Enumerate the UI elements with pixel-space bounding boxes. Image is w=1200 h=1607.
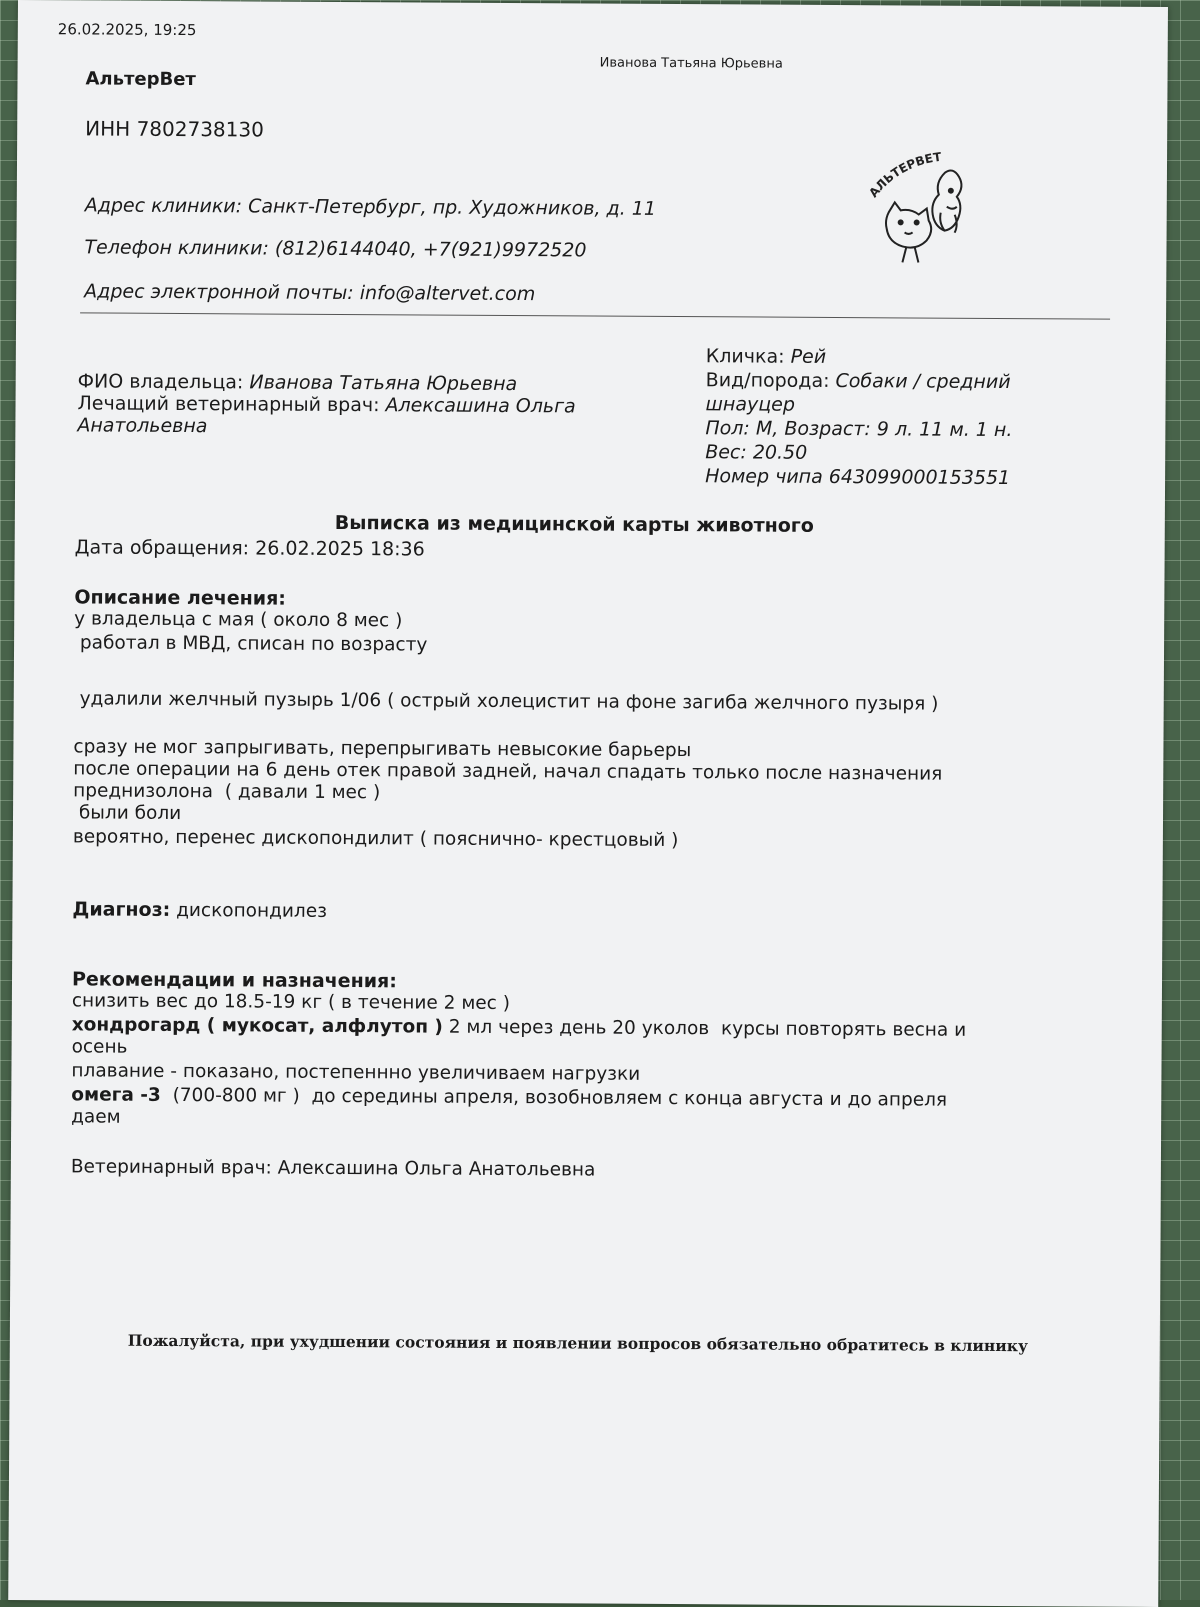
clinic-logo-text: АЛЬТЕРВЕТ [866,150,943,201]
clinic-logo [866,150,987,276]
treatment-heading: Описание лечения: [74,586,287,610]
treatment-line: вероятно, перенес дископондилит ( пояснично- крестцовый ) [72,826,679,852]
pet-breed-row [705,368,1065,418]
clinic-address-value: Санкт-Петербург, пр. Художников, д. 11 [248,195,657,220]
document-page [8,0,1168,1607]
pet-age-label: Возраст: [784,417,871,441]
pet-info [705,344,1066,490]
recommendation-line: даем [71,1106,121,1128]
pet-weight-label: Вес: [705,441,747,464]
pet-name-value: Рей [790,345,827,368]
treatment-line: сразу не мог запрыгивать, перепрыгивать невысокие барьеры [73,736,692,762]
pet-breed-label: Вид/порода: [705,369,830,392]
signature-value: Алексашина Ольга Анатольевна [277,1157,596,1181]
clinic-phone [84,236,586,261]
pet-chip-row [705,464,1065,490]
document-title: Выписка из медицинской карты животного [334,511,814,537]
pet-weight-value: 20.50 [752,441,808,464]
recommendation-line: снизить вес до 18.5-19 кг ( в течение 2 мес ) [71,990,511,1015]
supplement-dosage: (700-800 мг ) до середины апреля, возобновляем с конца августа и до апреля [160,1084,948,1111]
recommendation-line [72,1014,967,1041]
treatment-line: у владельца с мая ( около 8 мес ) [74,608,403,632]
doctor-label: Лечащий ветеринарный врач: [77,392,380,417]
recommendations-heading: Рекомендации и назначения: [71,968,397,993]
supplement-name: омега -3 [71,1084,161,1106]
treatment-line: работал в МВД, списан по возрасту [74,632,428,656]
recommendation-line: осень [71,1036,128,1058]
header-divider [80,312,1110,319]
medication-dosage: 2 мл через день 20 уколов курсы повторять весна и [442,1016,967,1041]
treatment-line: преднизолона ( давали 1 мес ) [73,780,381,804]
diagnosis-heading: Диагноз: [72,898,171,921]
pet-breed-value: Собаки / средний шнауцер [705,370,1011,416]
clinic-phone-label: Телефон клиники: [84,236,269,260]
clinic-inn: ИНН 7802738130 [85,116,264,142]
diagnosis-value: дископондилез [176,899,328,922]
owner-label: ФИО владельца: [77,370,244,394]
doctor-value: Алексашина Ольга Анатольевна [77,394,576,438]
signature-label: Ветеринарный врач: [70,1156,272,1179]
clinic-name: АльтерВет [85,68,196,91]
treatment-line: удалили желчный пузырь 1/06 ( острый холецистит на фоне загиба желчного пузыря ) [73,688,939,715]
clinic-email [84,280,535,305]
dog-logo-icon [932,170,961,232]
recommendation-line [71,1084,947,1111]
medication-name: хондрогард ( мукосат, алфлутоп ) [71,1014,443,1038]
doctor-row [77,392,637,439]
clinic-address [85,194,656,219]
clinic-address-label: Адрес клиники: [84,194,243,218]
clinic-email-label: Адрес электронной почты: [84,280,354,305]
pet-weight-row [705,440,1065,466]
treatment-line: были боли [72,802,182,825]
visit-date-value: 26.02.2025 18:36 [255,537,425,561]
recommendation-line: плавание - показано, постепенннo увеличиваем нагрузки [71,1060,641,1085]
pet-chip-label: Номер чипа [705,465,823,488]
owner-value: Иванова Татьяна Юрьевна [249,371,518,396]
pet-sex-age-row: Пол: М, Возраст: 9 л. 11 м. 1 н. [705,417,1013,442]
pet-name-label: Кличка: [705,345,785,368]
print-timestamp: 26.02.2025, 19:25 [57,20,197,40]
pet-sex-label: Пол: [705,417,750,440]
clinic-phone-value: (812)6144040, +7(921)9972520 [274,237,587,262]
visit-date-label: Дата обращения: [74,536,250,560]
pet-sex-value: М [755,417,773,440]
print-user-name: Иванова Татьяна Юрьевна [599,55,783,72]
clinic-email-value: info@altervet.com [359,282,536,306]
visit-date [75,536,425,560]
cat-logo-icon [886,202,932,262]
pet-age-value: 9 л. 11 м. 1 н. [876,418,1013,442]
pet-chip-value: 643099000153551 [828,465,1011,490]
treatment-line: после операции на 6 день отек правой задней, начал спадать только после назначения [73,758,943,785]
owner-info [77,370,637,439]
signature [71,1156,596,1181]
diagnosis [72,898,327,923]
pet-name-row [706,344,1066,370]
footer-note: Пожалуйста, при ухудшении состояния и появлении вопросов обязательно обратитесь в клинику [127,1330,1028,1356]
